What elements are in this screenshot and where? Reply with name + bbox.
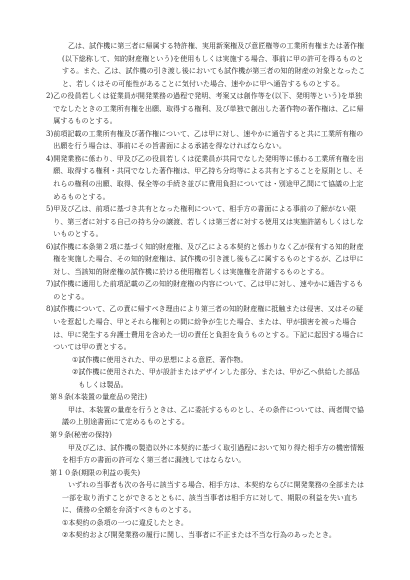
article-10-body: いずれの当事者も次の各号に該当する場合、相手方は、本契約ならびに開発業務の全部または一部を取り消すことができるとともに、該当当事者は相手方に対して、期限の利益を失い直ちに、債務の全額を弁済すべきものとする。 [62,481,365,515]
clause-text: 甲及び乙は、前項に基づき共有となった権利について、相手方の書面による事前の了解がない限り、第三者に対する自己の持ち分の譲渡、若しくは第三者に対する使用又は実施許諾もしくはしないものとする。 [53,205,364,239]
clause-number: 6) [46,242,54,251]
intro-paragraph: 乙は、試作機に第三者に帰属する特許権、実用新案権及び意匠権等の工業所有権または著作権(以下総称して、知的財産権という)を使用もしくは実施する場合、事前に甲の許可を得るものとする。また、乙は、試作機の引き渡し後においても試作機が第三者の知的財産の対象となったこと、若しくはその可能性があることに気付いた場合、速やかに甲へ通告するものとする。 [62,42,366,88]
clause-item-6 [46,241,366,279]
sub-item-2 [46,366,366,391]
clause-item-8 [46,303,366,353]
final-item-number: ① [62,518,69,527]
clause-item-4 [46,153,366,203]
clause-number: 7) [46,280,54,289]
final-item-2 [46,529,366,542]
sub-item-number: ② [72,368,79,377]
clause-text: 開発業務に係わり、甲及び乙の役員若しくは従業員が共同でなした発明等に係わる工業所有権を出願、取得する権利・共同でなした著作権は、甲乙持ち分均等による共有とすることを原則とし、それらの権利の出願、取得、保全等の手続き並びに費用負担については・別途甲乙間にて協議の上定めるものとする。 [53,154,364,201]
sub-item-text: 試作機に使用された、甲が設計またはデザインした部分、または、甲が乙へ供給した部品もしくは製品。 [78,368,360,389]
sub-item-1 [46,354,366,367]
article-9-heading: 第９条(秘密の保持) [50,430,112,439]
clause-number: 8) [46,305,54,314]
clause-number: 4) [46,154,54,163]
clause-number: 2) [46,92,54,101]
clause-item-7 [46,278,366,303]
clause-text: 試作機について、乙の責に帰すべき理由により第三者の知的財産権に抵触または侵害、又はその疑いを惹起した場合、甲とそれら権利との間に紛争が生じた場合、または、甲が損害を被った場合は、甲に発生する弁護士費用を含めた一切の責任と負担を負うものとする。下記に起因する場合については甲の責とする。 [53,305,364,352]
clause-number: 5) [46,205,54,214]
clause-item-3 [46,128,366,153]
article-10-heading: 第１０条(期限の利益の喪失) [50,468,141,477]
clause-number: 3) [46,129,54,138]
clause-text: 試作機に適用した前項記載の乙の知的財産権の内容について、乙は甲に対し、速やかに通告するものとする。 [53,280,364,301]
article-9-body: 甲及び乙は、試作機の製造以外に本契約に基づく取引過程において知り得た相手方の機密情報を相手方の書面の許可なく第三者に漏洩してはならない。 [62,443,365,465]
clause-text: 乙の役員若しくは従業員が開発業務の過程で発明、考案又は創作等を(以下、発明等という)を単独でなしたときの工業所有権を出願、取得する権利、及び単独で創出した著作物の著作権は、乙に帰属するものとする。 [53,92,364,126]
clause-item-2 [46,90,366,128]
article-8-body: 甲は、本装置の量産を行うときは、乙に委託するものとし、その条件については、両者間で協議の上別途書面にて定めるものとする。 [62,405,364,427]
final-item-text: 本契約の条項の一つに違反したとき。 [68,518,188,527]
clause-item-5 [46,203,366,241]
final-item-number: ② [62,531,69,540]
sub-item-text: 試作機に使用された、甲の思想による意匠、著作物。 [78,355,248,364]
sub-item-number: ① [72,355,79,364]
clause-text: 前項記載の工業所有権及び著作権について、乙は甲に対し、速やかに通告すると共に工業所有権の出願を行う場合は、事前にその旨書面による承諾を得なければならない。 [53,129,364,151]
article-8-heading: 第８条(本装置の量産品の発注) [50,393,148,402]
final-item-text: 本契約および開発業務の履行に関し、当事者に不正または不当な行為のあったとき。 [68,531,336,540]
final-item-1 [46,517,366,530]
clause-text: 試作機に本条第２項に基づく知的財産権、及び乙による本契約と係わりなく乙が保有する知的財産権を実施した場合、その知的財産権は、試作機の引き渡し後も乙に属するものとするが、乙は甲に対し、当該知的財産権の試作機に於ける使用権若しくは実施権を許諾するものとする。 [53,242,364,276]
